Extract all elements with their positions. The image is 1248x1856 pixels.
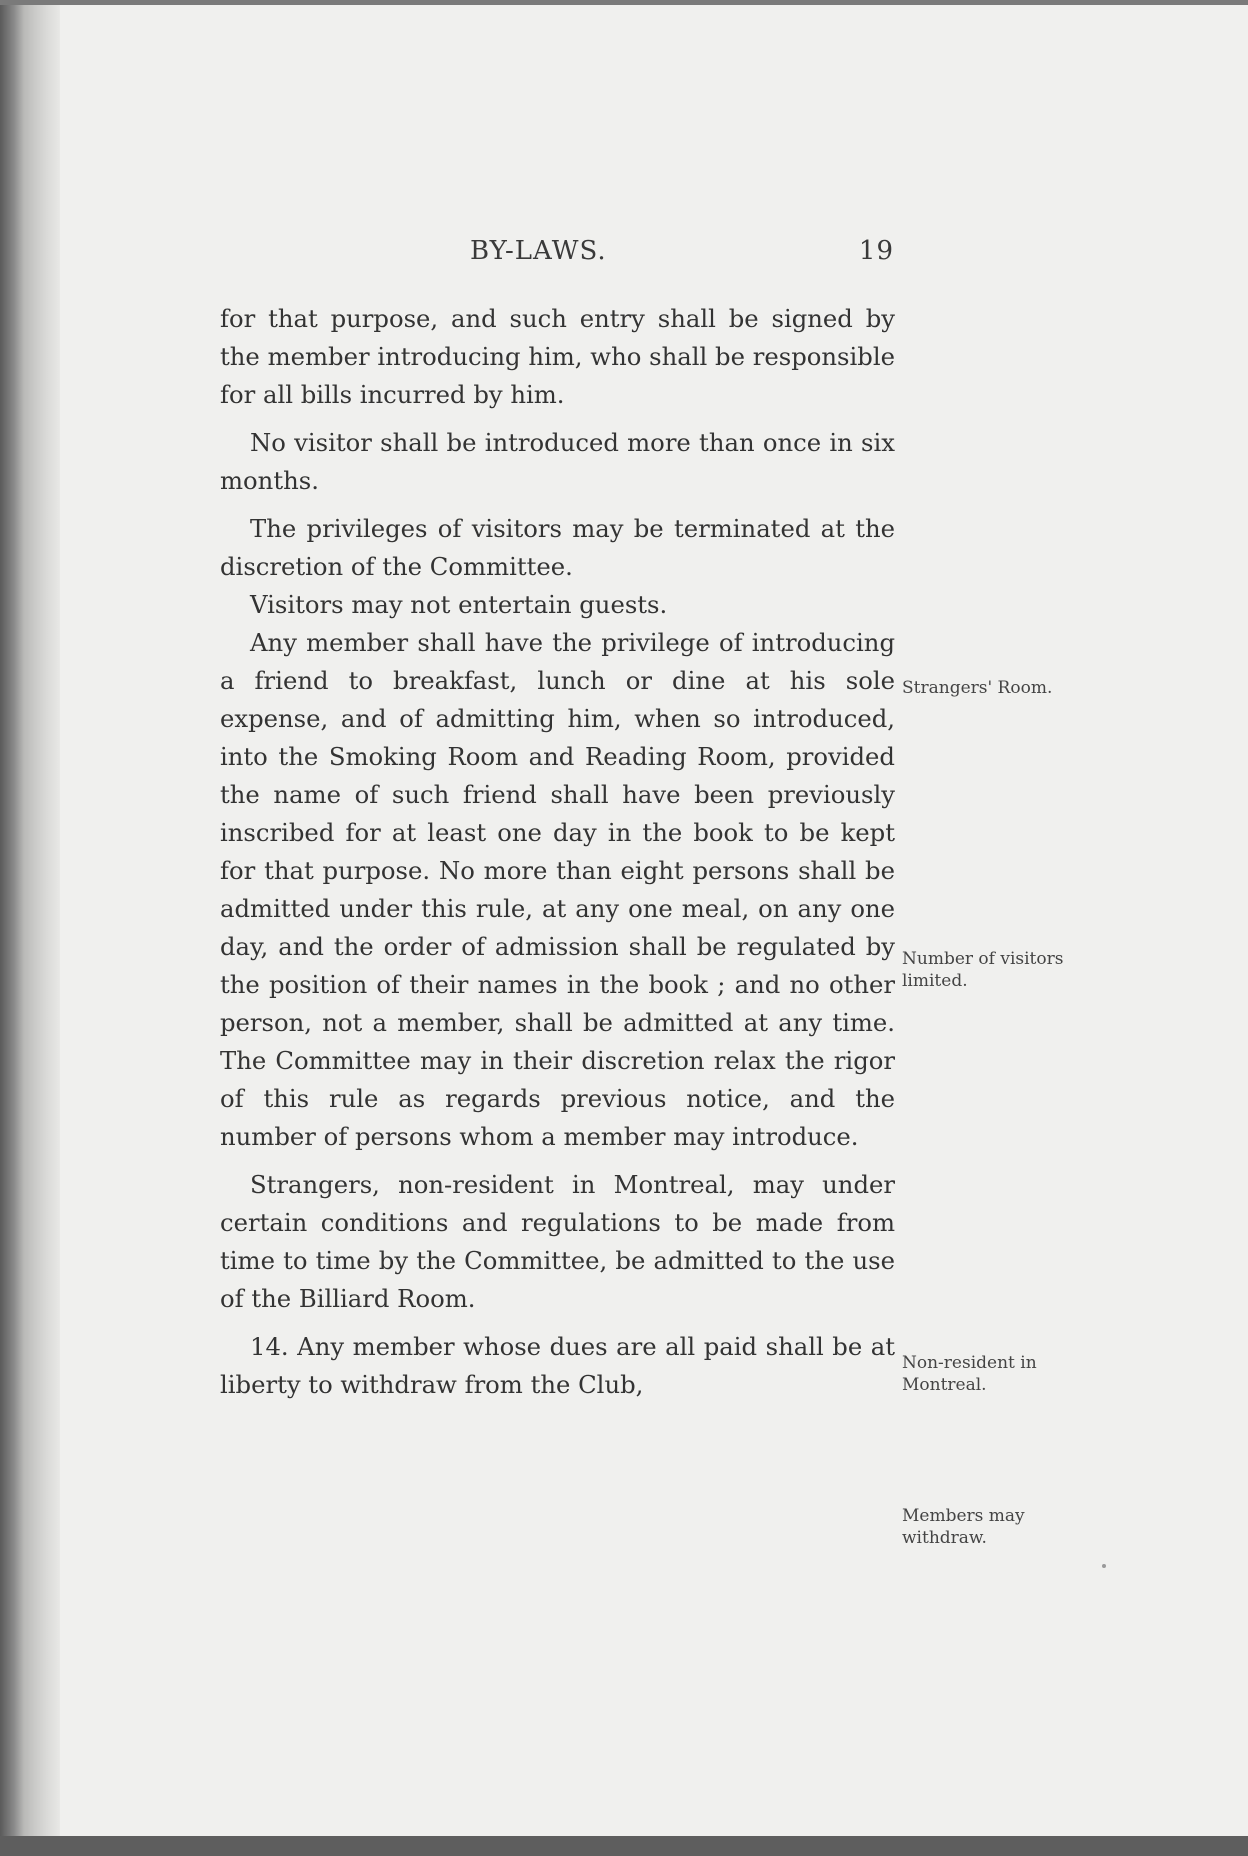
top-edge [0, 0, 1248, 5]
body-text [220, 300, 895, 1404]
paragraph-visitor-frequency: No visitor shall be introduced more than once in six months. [220, 428, 895, 495]
paragraph-strangers-room: Any member shall have the privilege of introducing a friend to breakfast, lunch or dine at his sole expense, and of admitting him, when so introduced, into the Smoking Room and Reading Room, provided the name of such friend shall have been previously inscribed for at least one day in the book to be kept for that purpose. No more than eight persons shall be admitted under this rule, at any one meal, on any one day, and the order of admission shall be regulated by the position of their names in the book ; and no other person, not a member, shall be admitted at any time. The Committee may in their discretion relax the rigor of this rule as regards previous notice, and the number of persons whom a member may introduce. [220, 628, 895, 1151]
paragraph-visitor-privileges: The privileges of visitors may be terminated at the discretion of the Committee. [220, 514, 895, 581]
page-title: BY-LAWS. [470, 236, 607, 266]
paragraph-non-resident: Strangers, non-resident in Montreal, may under certain conditions and regulations to be made from time to time by the Committee, be admitted to the use of the Billiard Room. [220, 1170, 895, 1313]
paragraph-withdrawal: 14. Any member whose dues are all paid shall be at liberty to withdraw from the Club, [220, 1332, 895, 1399]
margin-note-members-withdraw: Members may withdraw. [902, 1506, 1025, 1548]
paper-speck [1102, 1564, 1106, 1568]
running-head [220, 236, 894, 276]
paragraph-visitor-guests: Visitors may not entertain guests. [250, 590, 668, 619]
book-spine-shadow [0, 0, 60, 1856]
paragraph-continuation: for that purpose, and such entry shall be signed by the member introducing him, who shall be responsible for all bills incurred by him. [220, 304, 895, 409]
page-number: 19 [858, 236, 894, 266]
margin-note-visitors-limited: Number of visitors limited. [902, 949, 1064, 991]
margin-note-strangers-room: Strangers' Room. [902, 678, 1053, 698]
margin-note-non-resident: Non-resident in Montreal. [902, 1353, 1037, 1395]
bottom-edge [0, 1836, 1248, 1856]
